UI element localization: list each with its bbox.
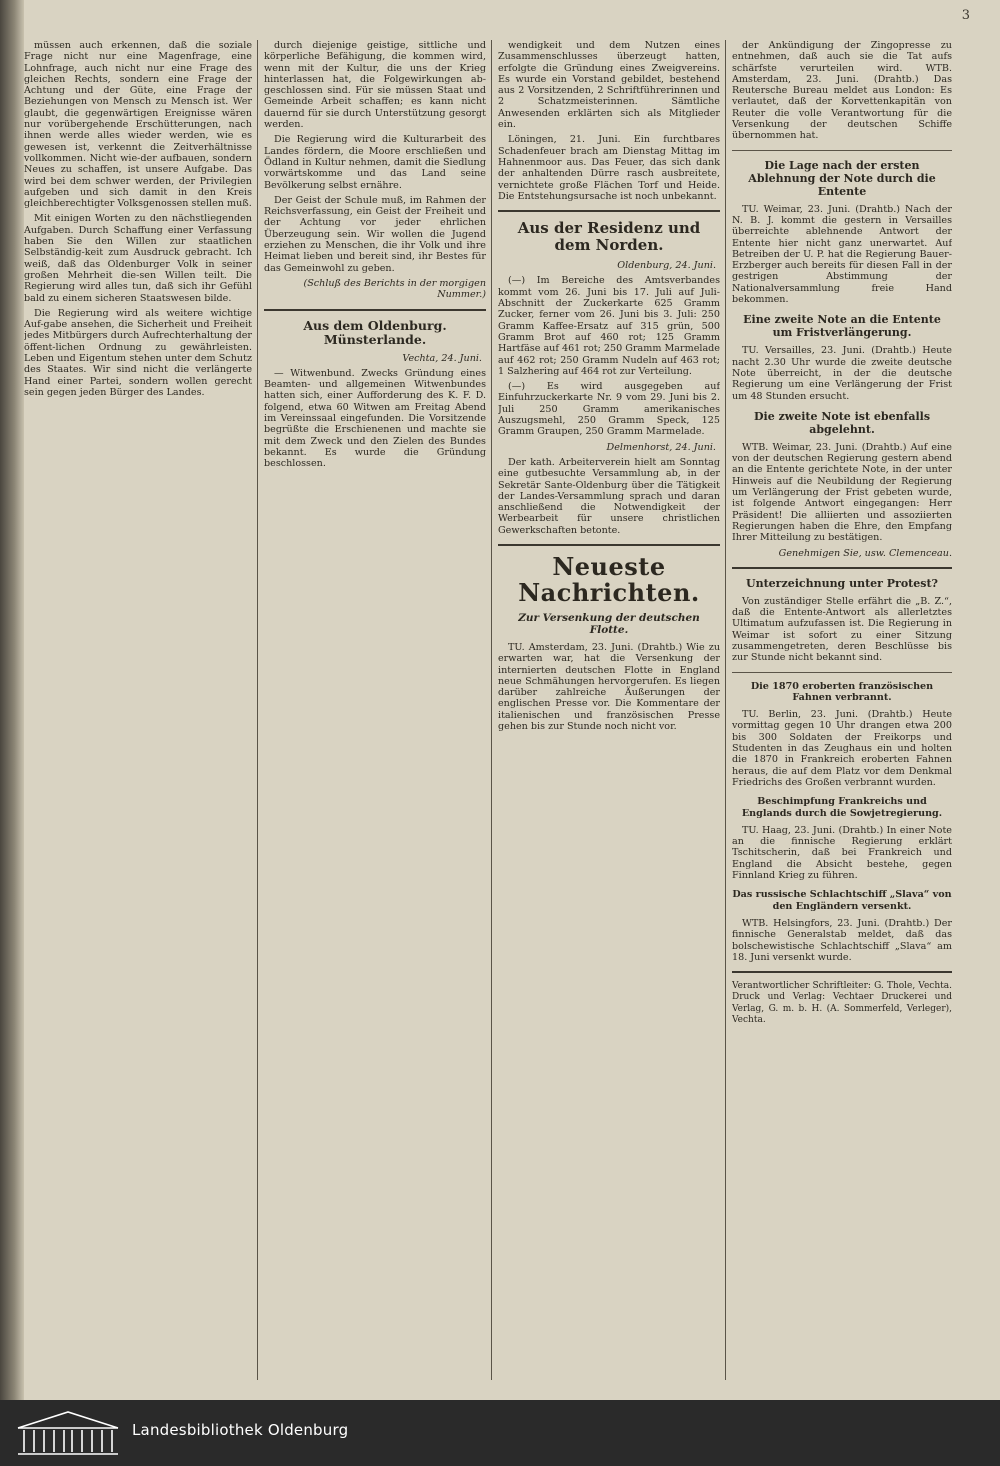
library-building-logo-icon <box>14 1408 122 1458</box>
article-paragraph: TU. Berlin, 23. Juni. (Drahtb.) Heute vormittag gegen 10 Uhr drangen etwa 200 bis 300 Soldaten der Freikorps und Studenten in das Zeughaus ein und holten die 1870 in Frankreich eroberten Fahnen heraus, die auf dem Platz vor dem Denkmal Friedrichs des Großen verbrannt wurden. <box>732 709 952 788</box>
column-3 <box>498 40 720 1385</box>
article-paragraph: durch diejenige geistige, sittliche und körperliche Befähigung, die kommen wird, wenn mit der Kultur, die uns der Krieg hinterlassen hat, die Folgewirkungen ab-geschlossen sind. Für sie müssen Staat und Gemeinde Arbeit schaffen; es kann nicht dauernd für sie durch Unterstützung gesorgt werden. <box>264 40 486 131</box>
library-name: Landesbibliothek Oldenburg <box>132 1421 349 1439</box>
article-heading-abgelehnt: Die zweite Note ist ebenfalls abgelehnt. <box>753 409 931 436</box>
column-1 <box>24 40 252 1385</box>
article-paragraph: WTB. Weimar, 23. Juni. (Drahtb.) Auf eine von der deutschen Regierung gestern abend an die Entente gerichtete Note, in der unter Hinweis auf die Neubildung der Regierung um Verlängerung der Frist gebeten wurde, ist folgende Antwort eingegangen: Herr Präsident! Die alliierten und assoziierten Regierungen haben die Ehre, den Empfang Ihrer Mitteilung zu bestätigen. <box>732 441 952 544</box>
section-divider <box>498 544 720 546</box>
article-paragraph: (—) Im Bereiche des Amtsverbandes kommt vom 26. Juni bis 17. Juli auf Juli-Abschnitt der Zuckerkarte 625 Gramm Zucker, ferner vom 26. Juni bis 3. Juli: 250 Gramm Kaffee-Ersatz auf 315 grün, 500 Gramm Brot auf 460 rot; 125 Gramm Hartfäse auf 461 rot; 250 Gramm Marmelade auf 462 rot; 250 Gramm Nudeln auf 463 rot; 1 Salzhering auf 464 rot zur Verteilung. <box>498 275 720 377</box>
column-2 <box>264 40 486 1385</box>
column-4 <box>732 40 952 1385</box>
article-paragraph: Die Regierung wird als weitere wichtige Auf-gabe ansehen, die Sicherheit und Freiheit jedes Mitbürgers durch Aufrechterhaltung der öffent-lichen Ordnung zu gewährleisten. Leben und Eigentum stehen unter dem Schutz des Staates. Wir sind nicht die verlängerte Hand einer Partei, sondern wollen gerecht sein gegen jeden Bürger des Landes. <box>24 307 252 398</box>
section-divider <box>264 309 486 311</box>
article-paragraph: TU. Amsterdam, 23. Juni. (Drahtb.) Wie zu erwarten war, hat die Versenkung der internierten deutschen Flotte in England neue Schmähungen hervorgerufen. Es liegen darüber zahlreiche Äußerungen der englischen Presse vor. Die Kommentare der italienischen und französischen Presse gehen bis zur Stunde noch nicht vor. <box>498 641 720 733</box>
section-heading-neueste-nachrichten: Neueste Nachrichten. <box>518 551 700 607</box>
article-heading-flotte: Zur Versenkung der deutschen Flotte. <box>518 611 700 636</box>
page-number: 3 <box>961 8 970 23</box>
article-paragraph: — Witwenbund. Zwecks Gründung eines Beamten- und allgemeinen Witwenbundes hatten sich, einer Aufforderung des K. F. D. folgend, etwa 60 Witwen am Freitag Abend im Vereinssaal eingefunden. Die Vorsitzende begrüßte die Erschienenen und machte sie mit dem Zweck und den Zielen des Bundes bekannt. Es wurde die Gründung beschlossen. <box>264 367 486 470</box>
article-paragraph: (—) Es wird ausgegeben auf Einfuhrzuckerkarte Nr. 9 vom 29. Juni bis 2. Juli 250 Gramm amerikanisches Auszugsmehl, 250 Gramm Speck, 125 Gramm Graupen, 250 Gramm Marmelade. <box>498 381 720 438</box>
section-divider <box>498 210 720 212</box>
signature-line: Genehmigen Sie, usw. Clemenceau. <box>778 547 952 559</box>
article-paragraph: wendigkeit und dem Nutzen eines Zusammenschlusses überzeugt hatten, erfolgte die Gründung eines Zweigvereins. Es wurde ein Vorstand gebildet, bestehend aus 2 Vorsitzenden, 2 Schriftführerinnen und 2 Schatzmeisterinnen. Sämtliche Anwesenden erklärten sich als Mitglieder ein. <box>498 40 720 131</box>
article-paragraph: TU. Haag, 23. Juni. (Drahtb.) In einer Note an die finnische Regierung erklärt Tschitscherin, daß bei Frankreich und England die Absicht bestehe, gegen Finnland Krieg zu führen. <box>732 824 952 882</box>
section-divider <box>732 567 952 569</box>
article-paragraph: Von zuständiger Stelle erfährt die „B. Z.“, daß die Entente-Antwort als allerletztes Ultimatum aufzufassen ist. Die Regierung in Weimar ist sofort zu einer Sitzung zusammengetreten, deren Beschlüsse bis zur Stunde nicht bekannt sind. <box>732 595 952 664</box>
section-heading-oldenburg: Aus dem Oldenburg. Münsterlande. <box>303 317 447 347</box>
dateline: Vechta, 24. Juni. <box>402 352 482 364</box>
article-heading-protest: Unterzeichnung unter Protest? <box>745 576 938 590</box>
article-paragraph: der Ankündigung der Zingopresse zu entnehmen, daß auch sie die Tat aufs schärfste verurteilen wird. WTB. Amsterdam, 23. Juni. (Drahtb.) Das Reutersche Bureau meldet aus London: Es verlautet, daß der Korvettenkapitän von Reuter die volle Verantwortung für die Versenkung der deutschen Schiffe übernommen hat. <box>732 40 952 142</box>
section-divider <box>732 150 952 151</box>
article-paragraph: Der Geist der Schule muß, im Rahmen der Reichsverfassung, ein Geist der Freiheit und der Achtung vor jeder ehrlichen Überzeugung sein. Wir wollen die Jugend erziehen zu Menschen, die ihr Volk und ihre Heimat lieben und bereit sind, ihr Bestes für das Gemeinwohl zu geben. <box>264 194 486 274</box>
column-rule <box>491 40 492 1380</box>
continuation-note: (Schluß des Berichts in der morgigen Nummer.) <box>303 277 486 301</box>
column-rule <box>257 40 258 1380</box>
section-divider <box>732 672 952 673</box>
dateline: Delmenhorst, 24. Juni. <box>606 441 716 453</box>
article-paragraph: Die Regierung wird die Kulturarbeit des Landes fördern, die Moore erschließen und Ödland in Kultur nehmen, damit die Siedlung vorwärtskomme und das Land seine Bevölkerung selbst ernähre. <box>264 134 486 191</box>
article-paragraph: TU. Weimar, 23. Juni. (Drahtb.) Nach der N. B. J. kommt die gestern in Versailles überreichte ablehnende Antwort der Entente hier nicht ganz unerwartet. Auf Betreiben der U. P. hat die Regierung Bauer-Erzberger auch bereits für diesen Fall in der gestrigen Abstimmung der Nationalversammlung freie Hand bekommen. <box>732 203 952 306</box>
section-heading-residenz: Aus der Residenz und dem Norden. <box>517 219 701 255</box>
page-binding-edge <box>0 0 24 1400</box>
article-paragraph: Mit einigen Worten zu den nächstliegenden Aufgaben. Durch Schaffung einer Verfassung haben Sie den Willen zur staatlichen Selbständig-keit zum Ausdruck gebracht. Ich weiß, daß das Oldenburger Volk in seiner großen Mehrheit die-sen Willen teilt. Die Regierung wird alles tun, daß sich ihr Gefühl bald zu einem sicheren Staatswesen bilde. <box>24 213 252 304</box>
imprint: Verantwortlicher Schriftleiter: G. Thole, Vechta. Druck und Verlag: Vechtaer Druckerei und Verlag, G. m. b. H. (A. Sommerfeld, Verleger), Vechta. <box>732 981 952 1025</box>
article-paragraph: Löningen, 21. Juni. Ein furchtbares Schadenfeuer brach am Dienstag Mittag im Hahnenmoor aus. Das Feuer, das sich dank der anhaltenden Dürre rasch ausbreitete, vernichtete große Flächen Torf und Heide. Die Entstehungsursache ist noch unbekannt. <box>498 134 720 202</box>
article-heading-slava: Das russische Schlachtschiff „Slava“ von den Engländern versenkt. <box>732 889 952 912</box>
section-divider <box>732 971 952 973</box>
article-paragraph: TU. Versailles, 23. Juni. (Drahtb.) Heute nacht 2.30 Uhr wurde die zweite deutsche Note überreicht, in der die deutsche Regierung um eine Verlängerung der Frist um 48 Stunden ersucht. <box>732 345 952 402</box>
article-heading-beschimpfung: Beschimpfung Frankreichs und Englands durch die Sowjetregierung. <box>741 796 943 819</box>
article-heading-fahnen: Die 1870 eroberten französischen Fahnen verbrannt. <box>750 680 934 703</box>
article-paragraph: müssen auch erkennen, daß die soziale Frage nicht nur eine Magenfrage, eine Lohnfrage, auch nicht nur eine Frage des gleichen Rechts, sondern eine Frage der Achtung und der Güte, eine Frage der Beziehungen von Mensch zu Mensch ist. Wer glaubt, die gegenwärtigen Ereignisse wären nur vorübergehende Erschütterungen, nach ihnen werde alles wieder werden, wie es gewesen ist, verkennt die Zeitverhältnisse vollkommen. Nicht wie-der aufbauen, sondern Neues zu schaffen, ist unsere Aufgabe. Das wird bei dem schwer werden, der Privilegien aufgeben und sich damit in den Kreis gleichberechtigter Volksgenossen stellen muß. <box>24 40 252 210</box>
dateline: Oldenburg, 24. Juni. <box>617 260 716 272</box>
article-paragraph: Der kath. Arbeiterverein hielt am Sonntag eine gutbesuchte Versammlung ab, in der Sekretär Sante-Oldenburg über die Tätigkeit der Landes-Versammlung sprach und daran anschließend die Notwendigkeit der Werbearbeit für unsere christlichen Gewerkschaften betonte. <box>498 456 720 536</box>
column-rule <box>725 40 726 1380</box>
footer-bar <box>0 1400 1000 1466</box>
newspaper-page <box>24 40 954 1380</box>
article-paragraph: WTB. Helsingfors, 23. Juni. (Drahtb.) Der finnische Generalstab meldet, daß das bolschewistische Schlachtschiff „Slava“ am 18. Juni versenkt wurde. <box>732 917 952 963</box>
article-heading-frist: Eine zweite Note an die Entente um Fristverlängerung. <box>743 313 941 340</box>
article-heading-ablehnung: Die Lage nach der ersten Ablehnung der Note durch die Entente <box>748 158 936 198</box>
